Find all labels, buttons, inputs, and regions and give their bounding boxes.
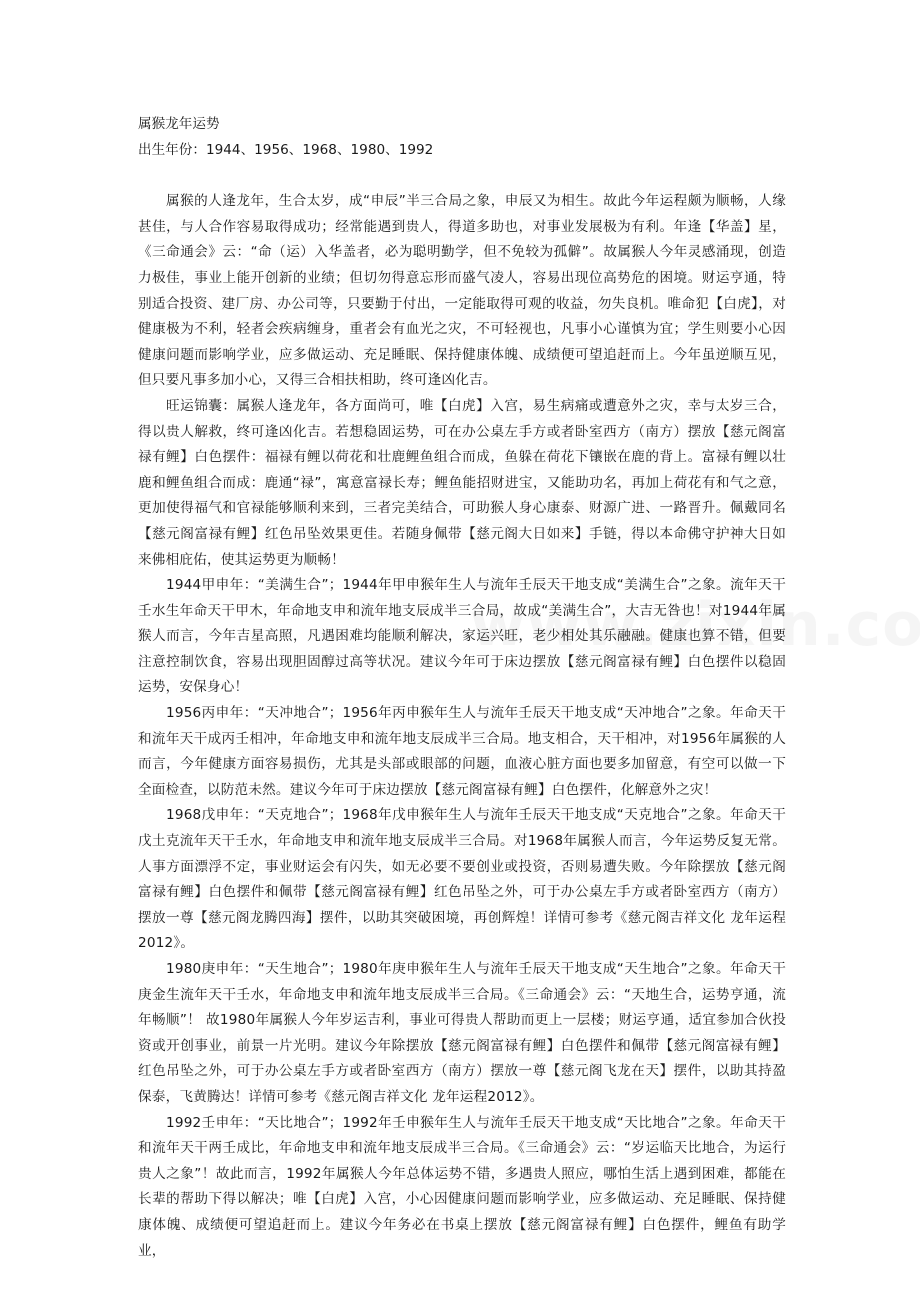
paragraph-1980: 1980庚申年：“天生地合”；1980年庚申猴年生人与流年壬辰天干地支成“天生地合”之象。年命天干庚金生流年天干壬水，年命地支申和流年地支辰成半三合局。《三命通会》云：“天地生合，运势亨通，流年畅顺”！ 故1980年属猴人今年岁运吉利，事业可得贵人帮助而更上一层楼；财运亨通，适宜参加合伙投资或开创事业，前景一片光明。建议今年除摆放【慈元阁富禄有鲤】白色摆件和佩带【慈元阁富禄有鲤】红色吊坠之外，可于办公桌左手方或者卧室西方（南方）摆放一尊【慈元阁飞龙在天】摆件，以助其持盈保泰，飞黄腾达！详情可参考《慈元阁吉祥文化 龙年运程2012》。: [138, 961, 786, 1105]
paragraph-1956: 1956丙申年：“天冲地合”；1956年丙申猴年生人与流年壬辰天干地支成“天冲地合”之象。年命天干和流年天干成丙壬相冲，年命地支申和流年地支辰成半三合局。地支相合，天干相冲，对1956年属猴的人而言，今年健康方面容易损伤，尤其是头部或眼部的问题，血液心脏方面也要多加留意，有空可以做一下全面检查，以防范未然。建议今年可于床边摆放【慈元阁富禄有鲤】白色摆件，化解意外之灾！: [138, 705, 786, 798]
paragraph-1944: 1944甲申年：“美满生合”；1944年甲申猴年生人与流年壬辰天干地支成“美满生合”之象。流年天干壬水生年命天干甲木，年命地支申和流年地支辰成半三合局，故成“美满生合”，大吉无咎也！对1944年属猴人而言，今年吉星高照，凡遇困难均能顺利解决，家运兴旺，老少相处其乐融融。健康也算不错，但要注意控制饮食，容易出现胆固醇过高等状况。建议今年可于床边摆放【慈元阁富禄有鲤】白色摆件以稳固运势，安保身心！: [138, 577, 786, 696]
birth-years-line: 出生年份：1944、1956、1968、1980、1992: [138, 141, 434, 158]
document-title: 属猴龙年运势: [138, 116, 220, 132]
document-body: [138, 112, 786, 1264]
blank-line: [138, 163, 786, 189]
paragraph-1992: 1992壬申年：“天比地合”；1992年壬申猴年生人与流年壬辰天干地支成“天比地合”之象。年命天干和流年天干两壬成比，年命地支申和流年地支辰成半三合局。《三命通会》云：“岁运临天比地合，为运行贵人之象”！故此而言，1992年属猴人今年总体运势不错，多遇贵人照应，哪怕生活上遇到困难，都能在长辈的帮助下得以解决；唯【白虎】入宫，小心因健康问题而影响学业，应多做运动、充足睡眠、保持健康体魄、成绩便可望追赶而上。建议今年务必在书桌上摆放【慈元阁富禄有鲤】白色摆件，鲤鱼有助学业，: [138, 1114, 786, 1259]
paragraph-lucky-tips: 旺运锦囊：属猴人逢龙年，各方面尚可，唯【白虎】入宫，易生病痛或遭意外之灾，幸与太岁三合，得以贵人解救，终可逢凶化吉。若想稳固运势，可在办公桌左手方或者卧室西方（南方）摆放【慈元阁富禄有鲤】白色摆件：福禄有鲤以荷花和壮鹿鲤鱼组合而成，鱼躲在荷花下镶嵌在鹿的背上。富禄有鲤以壮鹿和鲤鱼组合而成：鹿通“禄”，寓意富禄长寿；鲤鱼能招财进宝，又能助功名，再加上荷花有和气之意，更加使得福气和官禄能够顺利来到，三者完美结合，可助猴人身心康泰、财源广进、一路晋升。佩戴同名【慈元阁富禄有鲤】红色吊坠效果更佳。若随身佩带【慈元阁大日如来】手链，得以本命佛守护神大日如来佛相庇佑，使其运势更为顺畅！: [138, 397, 786, 568]
paragraph-1968: 1968戊申年：“天克地合”；1968年戊申猴年生人与流年壬辰天干地支成“天克地合”之象。年命天干戊土克流年天干壬水，年命地支申和流年地支辰成半三合局。对1968年属猴人而言，今年运势反复无常。人事方面漂浮不定，事业财运会有闪失，如无必要不要创业或投资，否则易遭失败。今年除摆放【慈元阁富禄有鲤】白色摆件和佩带【慈元阁富禄有鲤】红色吊坠之外，可于办公桌左手方或者卧室西方（南方）摆放一尊【慈元阁龙腾四海】摆件，以助其突破困境，再创辉煌！详情可参考《慈元阁吉祥文化 龙年运程2012》。: [138, 807, 786, 952]
paragraph-overview: 属猴的人逢龙年，生合太岁，成“申辰”半三合局之象，申辰又为相生。故此今年运程颇为顺畅，人缘甚佳，与人合作容易取得成功；经常能遇到贵人，得道多助也，对事业发展极为有利。年逢【华盖】星，《三命通会》云：“命（运）入华盖者，必为聪明勤学，但不免较为孤僻”。故属猴人今年灵感涌现，创造力极佳，事业上能开创新的业绩；但切勿得意忘形而盛气凌人，容易出现位高势危的困境。财运亨通，特别适合投资、建厂房、办公司等，只要勤于付出，一定能取得可观的收益，勿失良机。唯命犯【白虎】，对健康极为不利，轻者会疾病缠身，重者会有血光之灾，不可轻视也，凡事小心谨慎为宜；学生则要小心因健康问题而影响学业，应多做运动、充足睡眠、保持健康体魄、成绩便可望追赶而上。今年虽逆顺互见，但只要凡事多加小心，又得三合相扶相助，终可逢凶化吉。: [138, 193, 786, 389]
